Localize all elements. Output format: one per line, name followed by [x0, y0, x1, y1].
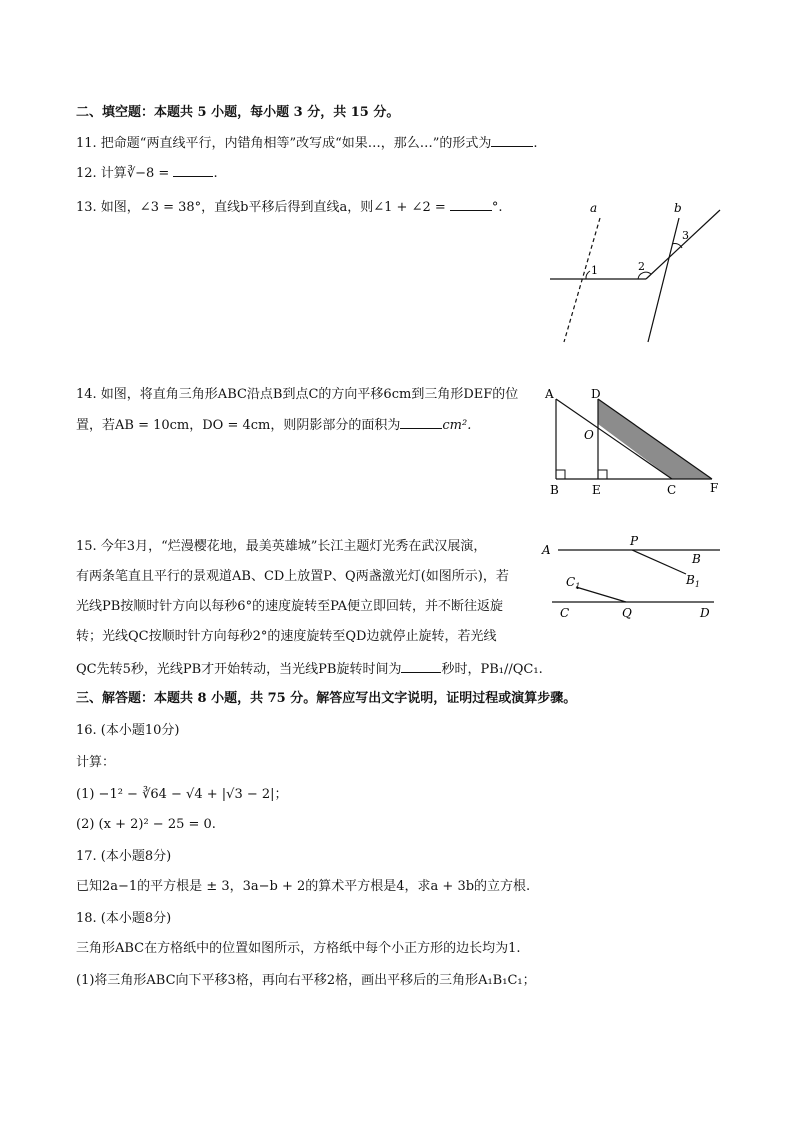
question-12-root: ∛−8: [126, 166, 155, 181]
question-18-title: 18. (本小题8分): [76, 911, 172, 926]
question-13-text: 13. 如图，∠3 = 38°，直线b平移后得到直线a，则∠1 + ∠2 =: [76, 200, 450, 215]
figure-15-label-d: D: [700, 606, 710, 620]
figure-13-label-3: 3: [682, 229, 689, 242]
section-3-heading: 三、解答题：本题共 8 小题，共 75 分。解答应写出文字说明，证明过程或演算步骤。: [76, 691, 577, 706]
figure-15-label-b: B: [692, 552, 701, 566]
question-16-intro: 计算：: [76, 755, 116, 770]
figure-15-label-a: A: [542, 543, 551, 557]
question-12-end: .: [213, 166, 218, 181]
figure-15-label-c1: $C_1$: [566, 575, 581, 591]
figure-13-slanted-line: [646, 210, 720, 279]
question-13: [76, 198, 503, 217]
question-12-eq: =: [154, 166, 174, 181]
question-11-end: .: [533, 136, 538, 151]
figure-14-label-b: B: [550, 483, 559, 497]
figure-14-right-angle-b: [556, 470, 565, 479]
question-15-line-1: 15. 今年3月，“烂漫樱花地，最美英雄城”长江主题灯光秀在武汉展演，: [76, 539, 487, 554]
figure-13-line-b: [648, 218, 679, 342]
question-15-end: 秒时，PB₁//QC₁.: [441, 662, 543, 677]
figure-15-label-q: Q: [622, 606, 632, 620]
figure-14-label-a: A: [545, 387, 554, 401]
question-16-part-2: (2) (x + 2)² − 25 = 0.: [76, 817, 216, 832]
figure-15-ray-pb1: [632, 550, 686, 574]
question-12-prefix: 12. 计算: [76, 166, 127, 181]
question-15-text: QC先转5秒，光线PB才开始转动，当光线PB旋转时间为: [76, 662, 402, 677]
figure-14-label-d: D: [591, 387, 601, 401]
figure-13-label-a: a: [590, 201, 598, 215]
figure-13-label-1: 1: [591, 264, 598, 277]
figure-14-label-f: F: [710, 481, 719, 495]
answer-blank: [450, 198, 492, 211]
question-15-line-5: [76, 660, 543, 679]
question-14-text: 置，若AB = 10cm，DO = 4cm，则阴影部分的面积为: [76, 418, 401, 433]
question-15-line-2: 有两条笔直且平行的景观道AB、CD上放置P、Q两盏激光灯(如图所示)，若: [76, 569, 509, 584]
question-13-end: °.: [491, 200, 503, 215]
question-17-title: 17. (本小题8分): [76, 849, 172, 864]
answer-blank: [491, 134, 533, 147]
question-18-part-1: (1)将三角形ABC向下平移3格，再向右平移2格，画出平移后的三角形A₁B₁C₁；: [76, 973, 536, 988]
figure-15-ray-qc1: [576, 587, 626, 602]
figure-13-line-a: [564, 218, 600, 342]
figure-13: [540, 196, 730, 346]
question-12: [76, 164, 218, 183]
question-16-title: 16. (本小题10分): [76, 723, 180, 738]
figure-13-label-b: b: [674, 201, 682, 215]
question-15-line-4: 转；光线QC按顺时针方向每秒2°的速度旋转至QD边就停止旋转，若光线: [76, 629, 497, 644]
figure-13-label-2: 2: [638, 260, 645, 273]
question-14-line-2: [76, 416, 471, 435]
figure-14-label-c: C: [667, 483, 677, 497]
figure-15-label-b1: $B_1$: [686, 573, 700, 589]
figure-15-label-c: C: [560, 606, 570, 620]
question-14-unit: cm².: [442, 418, 472, 433]
question-15-line-3: 光线PB按顺时针方向以每秒6°的速度旋转至PA便立即回转，并不断往返旋: [76, 599, 504, 614]
question-17-text: 已知2a−1的平方根是 ± 3，3a−b + 2的算术平方根是4，求a + 3b的立方根.: [76, 879, 531, 894]
question-11-text: 11. 把命题“两直线平行，内错角相等”改写成“如果…，那么…”的形式为: [76, 136, 492, 151]
question-14-line-1: 14. 如图，将直角三角形ABC沿点B到点C的方向平移6cm到三角形DEF的位: [76, 387, 519, 402]
question-16-part-1: (1) −1² − ∛64 − √4 + |√3 − 2|；: [76, 787, 288, 802]
answer-blank: [401, 660, 441, 673]
figure-14-right-angle-e: [598, 470, 607, 479]
figure-15: [540, 532, 730, 624]
figure-14: [538, 384, 728, 500]
question-18-text: 三角形ABC在方格纸中的位置如图所示，方格纸中每个小正方形的边长均为1.: [76, 941, 521, 956]
figure-15-label-p: P: [630, 534, 639, 548]
figure-14-label-o: O: [584, 428, 594, 442]
answer-blank: [400, 416, 442, 429]
section-2-heading: 二、填空题：本题共 5 小题，每小题 3 分，共 15 分。: [76, 105, 400, 120]
answer-blank: [173, 164, 213, 177]
question-11: [76, 134, 538, 153]
figure-14-label-e: E: [592, 483, 601, 497]
figure-13-angle-1-arc: [586, 271, 590, 279]
